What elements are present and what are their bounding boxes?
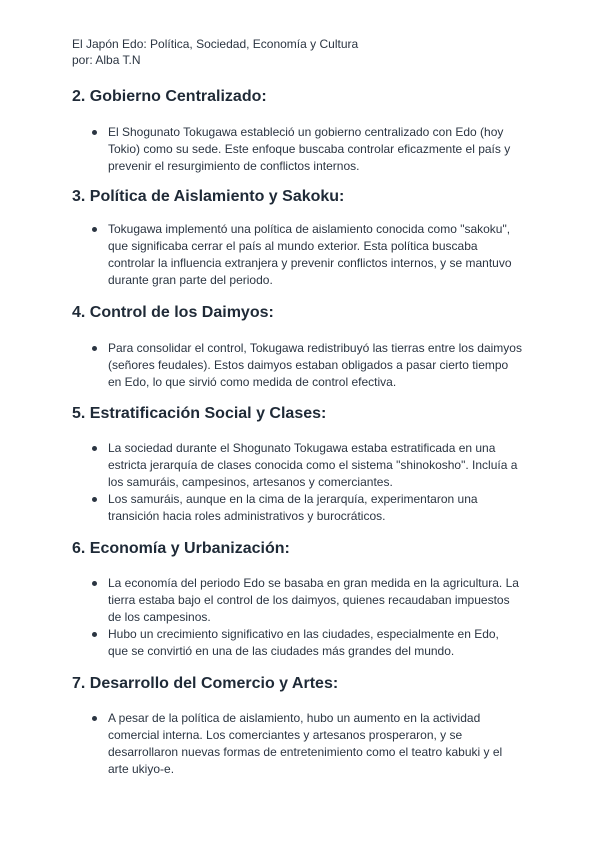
bullet-list (72, 710, 532, 778)
section-control-daimyos (72, 303, 532, 391)
bullet-list (72, 340, 532, 391)
section-heading: 2. Gobierno Centralizado: (72, 88, 267, 105)
bullet-icon (92, 581, 97, 586)
bullet-icon (92, 227, 97, 232)
bullet-list (72, 124, 532, 175)
bullet-icon (92, 497, 97, 502)
section-comercio-artes (72, 674, 532, 778)
list-item-text: La economía del periodo Edo se basaba en gran medida en la agricultura. La tierra estaba bajo el control de los daimyos, quienes recaudaban impuestos de los campesinos. (108, 576, 519, 624)
bullet-icon (92, 130, 97, 135)
list-item (72, 340, 522, 391)
section-estratificacion-social (72, 404, 532, 525)
section-politica-aislamiento (72, 187, 532, 289)
bullet-list (72, 440, 532, 525)
document-author: por: Alba T.N (72, 53, 141, 67)
bullet-icon (92, 346, 97, 351)
section-heading: 6. Economía y Urbanización: (72, 540, 290, 557)
section-gobierno-centralizado (72, 87, 532, 175)
list-item (72, 440, 522, 491)
list-item (72, 221, 522, 289)
list-item-text: La sociedad durante el Shogunato Tokugawa estaba estratificada en una estricta jerarquía de clases conocida como el sistema "shinokosho". Incluía a los samuráis, campesinos, artesanos y comerciantes. (108, 441, 518, 489)
section-heading: 4. Control de los Daimyos: (72, 304, 274, 321)
list-item (72, 491, 522, 525)
list-item (72, 124, 522, 175)
document-title: El Japón Edo: Política, Sociedad, Economía y Cultura (72, 37, 359, 51)
bullet-list (72, 221, 532, 289)
bullet-icon (92, 446, 97, 451)
list-item-text: Los samuráis, aunque en la cima de la jerarquía, experimentaron una transición hacia roles administrativos y burocráticos. (108, 492, 478, 523)
section-economia-urbanizacion (72, 539, 532, 660)
list-item-text: A pesar de la política de aislamiento, hubo un aumento en la actividad comercial interna. Los comerciantes y artesanos prosperaron, y se desarrollaron nuevas formas de entretenimiento como el teatro kabuki y el arte ukiyo-e. (108, 711, 503, 776)
section-heading: 7. Desarrollo del Comercio y Artes: (72, 675, 339, 692)
section-heading: 3. Política de Aislamiento y Sakoku: (72, 188, 345, 205)
bullet-icon (92, 632, 97, 637)
list-item-text: Tokugawa implementó una política de aislamiento conocida como "sakoku", que significaba cerrar el país al mundo exterior. Esta política buscaba controlar la influencia extranjera y prevenir conflictos internos, y se mantuvo durante gran parte del periodo. (108, 222, 512, 287)
list-item (72, 575, 522, 626)
bullet-icon (92, 716, 97, 721)
list-item-text: El Shogunato Tokugawa estableció un gobierno centralizado con Edo (hoy Tokio) como su sede. Este enfoque buscaba controlar eficazmente el país y prevenir el resurgimiento de conflictos internos. (108, 125, 511, 173)
list-item-text: Hubo un crecimiento significativo en las ciudades, especialmente en Edo, que se convirtió en una de las ciudades más grandes del mundo. (108, 627, 499, 658)
bullet-list (72, 575, 532, 660)
document-header (72, 36, 358, 68)
list-item (72, 710, 522, 778)
list-item-text: Para consolidar el control, Tokugawa redistribuyó las tierras entre los daimyos (señores feudales). Estos daimyos estaban obligados a pasar cierto tiempo en Edo, lo que sirvió como medida de control efectiva. (108, 341, 522, 389)
section-heading: 5. Estratificación Social y Clases: (72, 405, 327, 422)
list-item (72, 626, 522, 660)
